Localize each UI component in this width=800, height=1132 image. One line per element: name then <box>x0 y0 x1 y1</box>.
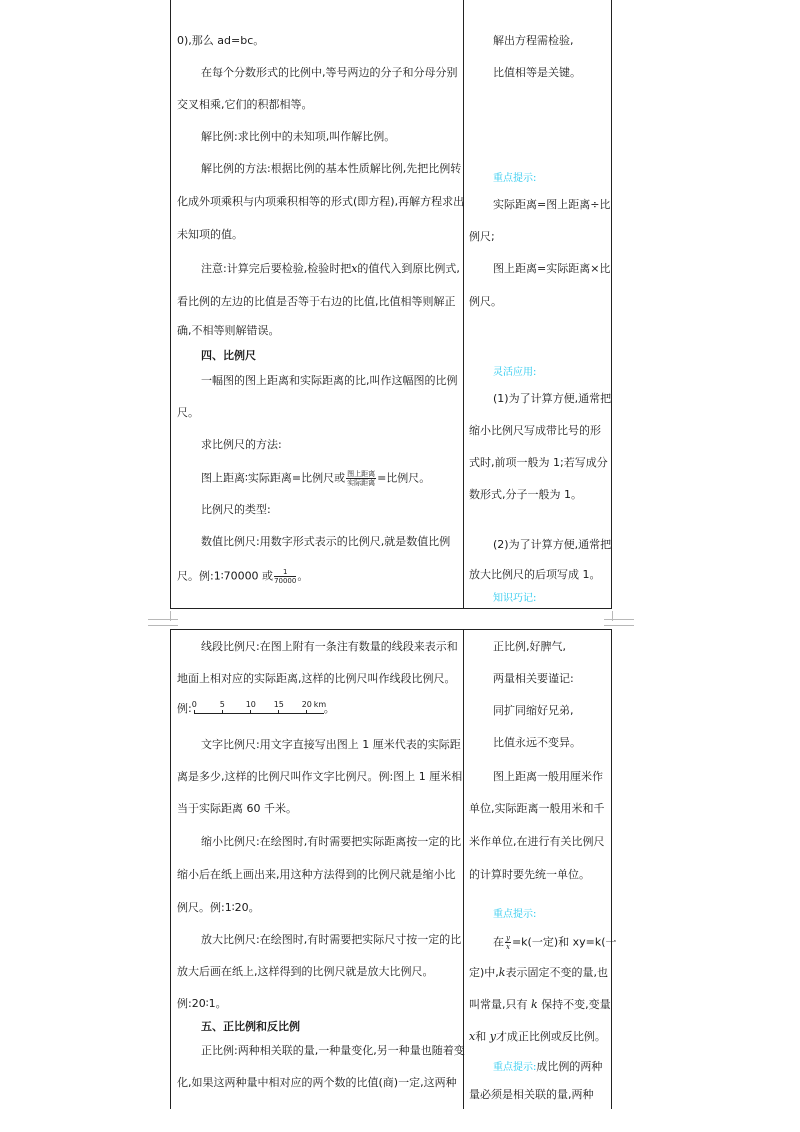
note-line: x和 y才成正比例或反比例。 <box>469 1030 606 1043</box>
line-scale-bar <box>191 700 327 716</box>
formula-line: 图上距离∶实际距离=比例尺或 $\frac{\text{图上距离}}{\text{实际距离}}$ =比例尺。 <box>201 470 431 487</box>
note-line: 叫常量,只有 k 保持不变,变量 <box>469 998 611 1011</box>
formula-line: 尺。例:1∶70000 或 $\frac{1}{70000}$ 。 <box>177 568 309 585</box>
rhyme-line: 比值相等是关键。 <box>493 66 581 79</box>
text-line: 地面上相对应的实际距离,这样的比例尺叫作线段比例尺。 <box>177 672 456 685</box>
rhyme-line: 解出方程需检验, <box>493 34 574 47</box>
tip-heading: 知识巧记: <box>493 593 537 604</box>
rhyme-line: 同扩同缩好兄弟, <box>493 704 574 717</box>
text-line: 注意:计算完后要检验,检验时把x的值代入到原比例式, <box>201 262 460 275</box>
page-break-mark <box>612 611 613 621</box>
note-line: 放大比例尺的后项写成 1。 <box>469 568 601 581</box>
text-line: 确,不相等则解错误。 <box>177 324 280 337</box>
text-line: 缩小后在纸上画出来,用这种方法得到的比例尺就是缩小比 <box>177 868 456 881</box>
scale-label: 20 <box>301 700 312 709</box>
page-break-mark <box>170 611 171 621</box>
text-line: 一幅图的图上距离和实际距离的比,叫作这幅图的比例 <box>201 374 458 387</box>
text-line: 文字比例尺:用文字直接写出图上 1 厘米代表的实际距 <box>201 738 461 751</box>
rhyme-line: 比值永远不变异。 <box>493 736 581 749</box>
note-line: 定)中,k表示固定不变的量,也 <box>469 966 608 979</box>
page-break-mark <box>604 625 634 626</box>
note-line: 图上距离=实际距离×比 <box>493 262 611 275</box>
column-divider <box>463 0 464 608</box>
fraction: $\frac{\text{图上距离}}{\text{实际距离}}$ <box>347 470 376 487</box>
note-line: (1)为了计算方便,通常把 <box>493 392 612 405</box>
note-line: 例尺; <box>469 230 495 243</box>
text-line: 数值比例尺:用数字形式表示的比例尺,就是数值比例 <box>201 535 451 548</box>
text-line: 比例尺的类型: <box>201 503 271 516</box>
scale-label: 10 <box>245 700 256 709</box>
page-break-mark <box>148 619 178 620</box>
text-line: 当于实际距离 60 千米。 <box>177 802 297 815</box>
scale-label: 15 <box>273 700 284 709</box>
text-line: 化,如果这两种量中相对应的两个数的比值(商)一定,这两种 <box>177 1076 457 1089</box>
page-break-mark <box>148 625 178 626</box>
fraction: $\frac{y}{x}$ <box>506 934 510 951</box>
note-line: 例尺。 <box>469 295 502 308</box>
text-line: 未知项的值。 <box>177 228 243 241</box>
note-line: 的计算时要先统一单位。 <box>469 868 590 881</box>
column-divider <box>463 630 464 1109</box>
text-line: 线段比例尺:在图上附有一条注有数量的线段来表示和 <box>201 640 458 653</box>
scale-example-line: 例: 0 5 10 15 20 km 。 <box>177 700 335 715</box>
text-line: 例:20∶1。 <box>177 997 227 1010</box>
note-line: 米作单位,在进行有关比例尺 <box>469 835 605 848</box>
text-line: 化成外项乘积与内项乘积相等的形式(即方程),再解方程求出 <box>177 195 465 208</box>
rhyme-line: 两量相关要谨记: <box>493 672 574 685</box>
note-line: 重点提示:成比例的两种 <box>493 1060 603 1073</box>
scale-unit: km <box>313 700 327 709</box>
text-line: 正比例:两种相关联的量,一种量变化,另一种量也随着变 <box>201 1044 465 1057</box>
fraction: $\frac{1}{70000}$ <box>274 568 297 585</box>
scale-label: 5 <box>219 700 225 709</box>
text-line: 例尺。例:1∶20。 <box>177 901 260 914</box>
note-line: 缩小比例尺写成带比号的形 <box>469 424 601 437</box>
page-break-mark <box>604 619 634 620</box>
note-line: 数形式,分子一般为 1。 <box>469 488 582 501</box>
text-line: 交叉相乘,它们的积都相等。 <box>177 98 313 111</box>
tip-heading: 重点提示: <box>493 173 537 184</box>
note-line: (2)为了计算方便,通常把 <box>493 538 612 551</box>
text-line: 0),那么 ad=bc。 <box>177 34 265 47</box>
text-line: 在每个分数形式的比例中,等号两边的分子和分母分别 <box>201 66 458 79</box>
note-line: 实际距离=图上距离÷比 <box>493 198 611 211</box>
note-line: 图上距离一般用厘米作 <box>493 770 603 783</box>
text-line: 解比例的方法:根据比例的基本性质解比例,先把比例转 <box>201 162 462 175</box>
scale-label: 0 <box>191 700 197 709</box>
text-line: 放大后画在纸上,这样得到的比例尺就是放大比例尺。 <box>177 965 434 978</box>
section-heading: 五、正比例和反比例 <box>201 1020 300 1033</box>
formula-line: 在 $\frac{y}{x}$ =k(一定)和 xy=k(一 <box>493 934 617 951</box>
text-line: 尺。 <box>177 406 199 419</box>
tip-heading: 灵活应用: <box>493 367 537 378</box>
tip-heading: 重点提示: <box>493 909 537 920</box>
section-heading: 四、比例尺 <box>201 349 256 362</box>
text-line: 离是多少,这样的比例尺叫作文字比例尺。例:图上 1 厘米相 <box>177 770 463 783</box>
rhyme-line: 正比例,好脾气, <box>493 640 566 653</box>
page-2-table <box>170 629 617 1109</box>
text-line: 缩小比例尺:在绘图时,有时需要把实际距离按一定的比 <box>201 835 462 848</box>
page-1-table <box>170 0 612 609</box>
text-line: 看比例的左边的比值是否等于右边的比值,比值相等则解正 <box>177 295 456 308</box>
note-line: 式时,前项一般为 1;若写成分 <box>469 456 608 469</box>
text-line: 求比例尺的方法: <box>201 438 282 451</box>
tip-heading: 重点提示: <box>493 1062 537 1073</box>
text-line: 放大比例尺:在绘图时,有时需要把实际尺寸按一定的比 <box>201 933 462 946</box>
note-line: 单位,实际距离一般用米和千 <box>469 802 605 815</box>
text-line: 解比例:求比例中的未知项,叫作解比例。 <box>201 130 396 143</box>
note-line: 量必须是相关联的量,两种 <box>469 1088 594 1101</box>
